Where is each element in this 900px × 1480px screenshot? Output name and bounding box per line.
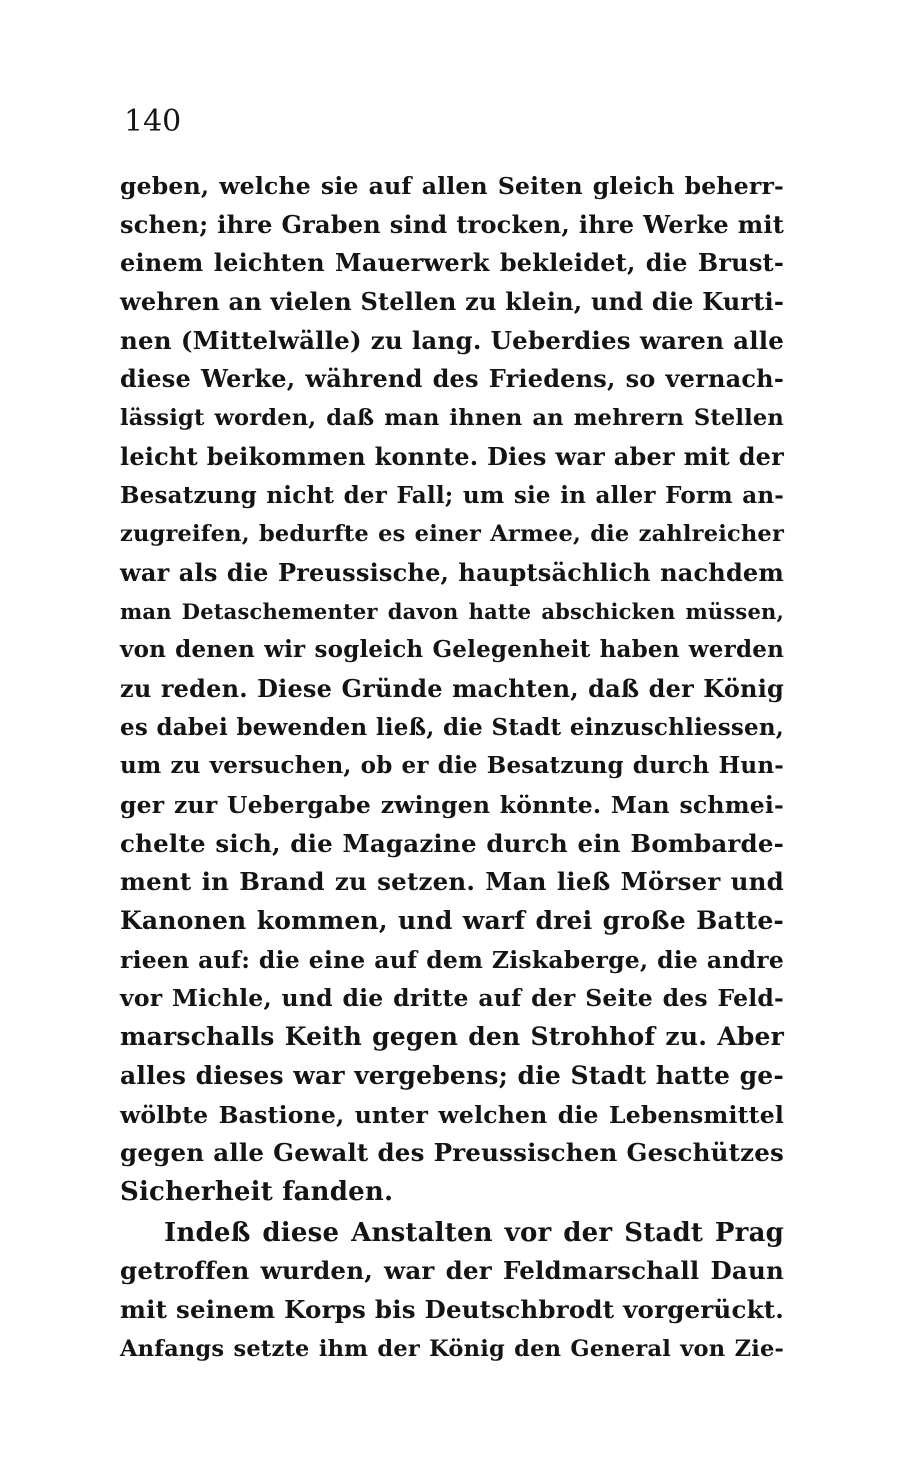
text-line: wehren an vielen Stellen zu klein, und die Kurti-	[120, 287, 784, 317]
page-number: 140	[124, 104, 182, 139]
text-line: ment in Brand zu setzen. Man ließ Mörser und	[120, 867, 784, 897]
text-line: ger zur Uebergabe zwingen könnte. Man schmei-	[120, 791, 784, 819]
text-line: wölbte Bastione, unter welchen die Lebensmittel	[120, 1100, 784, 1129]
text-line: war als die Preussische, hauptsächlich nachdem	[120, 557, 784, 587]
text-line: vor Michle, und die dritte auf der Seite des Feld-	[120, 984, 784, 1013]
text-line: um zu versuchen, ob er die Besatzung durch Hun-	[120, 752, 784, 780]
text-line: gegen alle Gewalt des Preussischen Geschützes	[120, 1138, 784, 1168]
paragraph-1	[120, 167, 784, 1212]
text-line: Sicherheit fanden.	[120, 1176, 394, 1207]
paragraph-2	[120, 1214, 784, 1369]
text-line: Indeß diese Anstalten vor der Stadt Prag	[164, 1217, 784, 1248]
text-line: es dabei bewenden ließ, die Stadt einzuschliessen,	[120, 713, 784, 741]
text-line: Besatzung nicht der Fall; um sie in aller Form an-	[120, 481, 784, 509]
text-line: nen (Mittelwälle) zu lang. Ueberdies waren alle	[120, 325, 784, 355]
text-line: Kanonen kommen, und warf drei große Batte-	[120, 906, 784, 936]
text-line: marschalls Keith gegen den Strohhof zu. Aber	[120, 1022, 784, 1052]
text-line: mit seinem Korps bis Deutschbrodt vorgerückt.	[120, 1294, 784, 1324]
text-line: man Detaschementer davon hatte abschicken müssen,	[120, 598, 784, 624]
text-line: zugreifen, bedurfte es einer Armee, die zahlreicher	[120, 521, 784, 548]
text-line: alles dieses war vergebens; die Stadt hatte ge-	[120, 1060, 784, 1090]
text-line: lässigt worden, daß man ihnen an mehrern Stellen	[120, 405, 784, 432]
text-line: Anfangs setzte ihm der König den General von Zie-	[120, 1335, 784, 1362]
text-line: diese Werke, während des Friedens, so vernach-	[120, 364, 784, 394]
text-line: schen; ihre Graben sind trocken, ihre Werke mit	[120, 209, 784, 239]
text-line: einem leichten Mauerwerk bekleidet, die Brust-	[120, 248, 784, 278]
text-line: getroffen wurden, war der Feldmarschall Daun	[120, 1256, 784, 1286]
text-line: zu reden. Diese Gründe machten, daß der König	[120, 673, 784, 703]
body-text	[120, 167, 784, 1368]
text-line: rieen auf: die eine auf dem Ziskaberge, die andre	[120, 945, 784, 974]
text-line: von denen wir sogleich Gelegenheit haben werden	[120, 636, 784, 664]
text-line: leicht beikommen konnte. Dies war aber mit der	[120, 441, 784, 471]
text-line: chelte sich, die Magazine durch ein Bombarde-	[120, 828, 784, 858]
text-line: geben, welche sie auf allen Seiten gleich beherr-	[120, 172, 784, 200]
